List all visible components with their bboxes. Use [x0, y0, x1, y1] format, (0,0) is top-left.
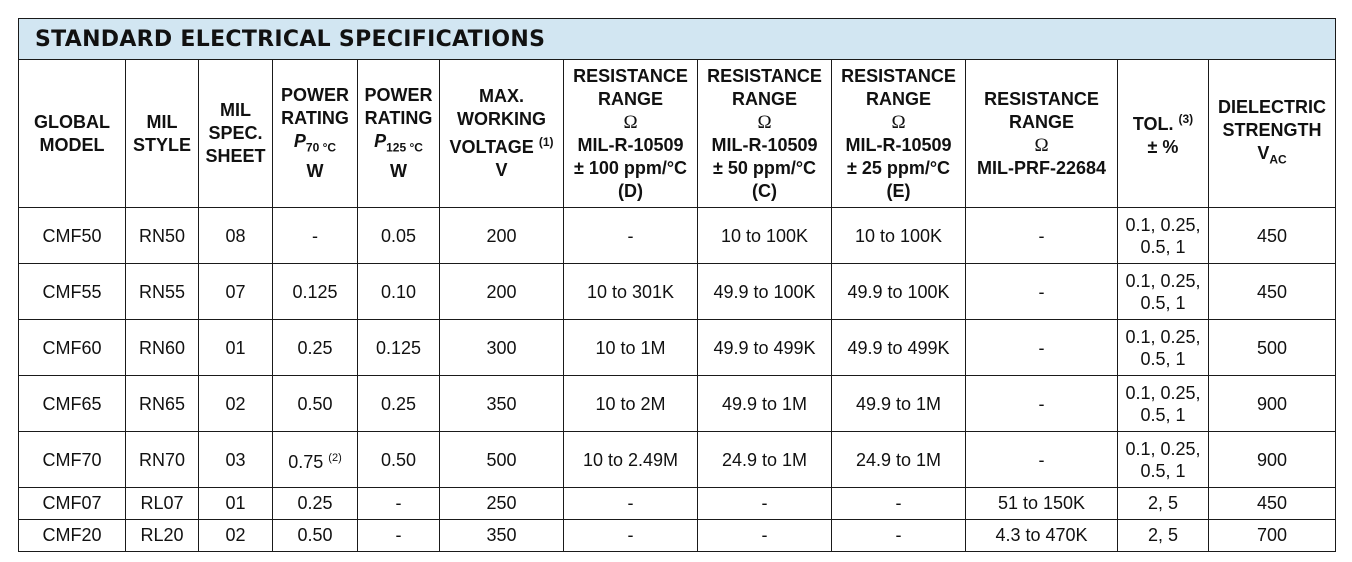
cell-mil-style: RN70 — [126, 432, 199, 488]
cell-range-d: - — [564, 520, 698, 552]
cell-range-d: 10 to 2.49M — [564, 432, 698, 488]
header-mil-style: MIL STYLE — [126, 60, 199, 208]
cell-max-voltage: 250 — [440, 488, 564, 520]
cell-range-c: - — [698, 520, 832, 552]
header-power-rating-125: POWER RATING $P_{125 ^\circ C}$ W — [358, 60, 440, 208]
cell-range-d: - — [564, 208, 698, 264]
cell-global-model: CMF60 — [19, 320, 126, 376]
cell-dielectric: 500 — [1209, 320, 1336, 376]
cell-dielectric: 700 — [1209, 520, 1336, 552]
header-resistance-range-d: RESISTANCE RANGE Ω MIL-R-10509 ± 100 ppm/°C (D) — [564, 60, 698, 208]
cell-tolerance: 0.1, 0.25, 0.5, 1 — [1118, 376, 1209, 432]
cell-range-c: 49.9 to 499K — [698, 320, 832, 376]
cell-range-e: 10 to 100K — [832, 208, 966, 264]
cell-dielectric: 450 — [1209, 264, 1336, 320]
cell-spec-sheet: 02 — [199, 520, 273, 552]
cell-dielectric: 450 — [1209, 208, 1336, 264]
cell-tolerance: 0.1, 0.25, 0.5, 1 — [1118, 264, 1209, 320]
spec-table-container — [18, 18, 1335, 552]
cell-max-voltage: 350 — [440, 376, 564, 432]
cell-spec-sheet: 07 — [199, 264, 273, 320]
header-resistance-range-prf: RESISTANCE RANGE Ω MIL-PRF-22684 — [966, 60, 1118, 208]
cell-range-prf: - — [966, 432, 1118, 488]
cell-range-prf: - — [966, 376, 1118, 432]
cell-dielectric: 450 — [1209, 488, 1336, 520]
cell-power-70: 0.50 — [273, 520, 358, 552]
cell-range-d: 10 to 301K — [564, 264, 698, 320]
cell-tolerance: 2, 5 — [1118, 488, 1209, 520]
cell-global-model: CMF20 — [19, 520, 126, 552]
table-row — [19, 208, 1336, 264]
cell-range-prf: 4.3 to 470K — [966, 520, 1118, 552]
cell-mil-style: RN50 — [126, 208, 199, 264]
cell-range-c: 10 to 100K — [698, 208, 832, 264]
cell-range-e: - — [832, 520, 966, 552]
header-global-model: GLOBAL MODEL — [19, 60, 126, 208]
cell-spec-sheet: 01 — [199, 488, 273, 520]
cell-range-d: - — [564, 488, 698, 520]
cell-range-prf: - — [966, 264, 1118, 320]
cell-range-d: 10 to 1M — [564, 320, 698, 376]
cell-range-c: 24.9 to 1M — [698, 432, 832, 488]
cell-range-e: 24.9 to 1M — [832, 432, 966, 488]
cell-power-70: 0.75 $^{(2)}$ — [273, 432, 358, 488]
table-row — [19, 432, 1336, 488]
cell-power-70: 0.50 — [273, 376, 358, 432]
header-resistance-range-c: RESISTANCE RANGE Ω MIL-R-10509 ± 50 ppm/°C (C) — [698, 60, 832, 208]
cell-power-70: 0.125 — [273, 264, 358, 320]
cell-power-125: - — [358, 488, 440, 520]
cell-range-prf: 51 to 150K — [966, 488, 1118, 520]
table-row — [19, 520, 1336, 552]
cell-mil-style: RL07 — [126, 488, 199, 520]
header-row — [19, 60, 1336, 208]
cell-power-125: 0.25 — [358, 376, 440, 432]
cell-max-voltage: 300 — [440, 320, 564, 376]
cell-mil-style: RN60 — [126, 320, 199, 376]
table-row — [19, 264, 1336, 320]
cell-tolerance: 2, 5 — [1118, 520, 1209, 552]
header-resistance-range-e: RESISTANCE RANGE Ω MIL-R-10509 ± 25 ppm/°C (E) — [832, 60, 966, 208]
cell-range-e: - — [832, 488, 966, 520]
table-title: STANDARD ELECTRICAL SPECIFICATIONS — [19, 19, 1336, 60]
cell-power-125: 0.05 — [358, 208, 440, 264]
header-power-rating-70: POWER RATING $P_{70 ^\circ C}$ W — [273, 60, 358, 208]
cell-global-model: CMF55 — [19, 264, 126, 320]
cell-spec-sheet: 03 — [199, 432, 273, 488]
cell-power-125: - — [358, 520, 440, 552]
cell-power-70: - — [273, 208, 358, 264]
cell-range-e: 49.9 to 499K — [832, 320, 966, 376]
cell-max-voltage: 200 — [440, 208, 564, 264]
table-row — [19, 320, 1336, 376]
cell-range-e: 49.9 to 100K — [832, 264, 966, 320]
cell-range-prf: - — [966, 208, 1118, 264]
cell-tolerance: 0.1, 0.25, 0.5, 1 — [1118, 320, 1209, 376]
cell-tolerance: 0.1, 0.25, 0.5, 1 — [1118, 208, 1209, 264]
cell-max-voltage: 350 — [440, 520, 564, 552]
electrical-spec-table — [18, 18, 1336, 552]
cell-spec-sheet: 02 — [199, 376, 273, 432]
cell-range-e: 49.9 to 1M — [832, 376, 966, 432]
cell-range-c: 49.9 to 100K — [698, 264, 832, 320]
cell-dielectric: 900 — [1209, 376, 1336, 432]
header-tolerance: TOL. $^{(3)}$ ± % — [1118, 60, 1209, 208]
cell-power-70: 0.25 — [273, 320, 358, 376]
cell-global-model: CMF50 — [19, 208, 126, 264]
cell-global-model: CMF07 — [19, 488, 126, 520]
cell-max-voltage: 200 — [440, 264, 564, 320]
cell-range-c: 49.9 to 1M — [698, 376, 832, 432]
cell-power-70: 0.25 — [273, 488, 358, 520]
cell-max-voltage: 500 — [440, 432, 564, 488]
cell-mil-style: RL20 — [126, 520, 199, 552]
header-mil-spec-sheet: MIL SPEC. SHEET — [199, 60, 273, 208]
cell-tolerance: 0.1, 0.25, 0.5, 1 — [1118, 432, 1209, 488]
cell-global-model: CMF70 — [19, 432, 126, 488]
cell-mil-style: RN55 — [126, 264, 199, 320]
cell-dielectric: 900 — [1209, 432, 1336, 488]
cell-power-125: 0.50 — [358, 432, 440, 488]
cell-spec-sheet: 01 — [199, 320, 273, 376]
cell-spec-sheet: 08 — [199, 208, 273, 264]
footnote-ref: (2) — [328, 451, 342, 464]
cell-power-125: 0.10 — [358, 264, 440, 320]
cell-global-model: CMF65 — [19, 376, 126, 432]
cell-mil-style: RN65 — [126, 376, 199, 432]
table-row — [19, 376, 1336, 432]
header-max-working-voltage: MAX. WORKING VOLTAGE $^{(1)}$ V — [440, 60, 564, 208]
cell-power-125: 0.125 — [358, 320, 440, 376]
table-row — [19, 488, 1336, 520]
cell-range-prf: - — [966, 320, 1118, 376]
cell-range-d: 10 to 2M — [564, 376, 698, 432]
header-dielectric-strength: DIELECTRIC STRENGTH $V_{AC}$ — [1209, 60, 1336, 208]
cell-range-c: - — [698, 488, 832, 520]
